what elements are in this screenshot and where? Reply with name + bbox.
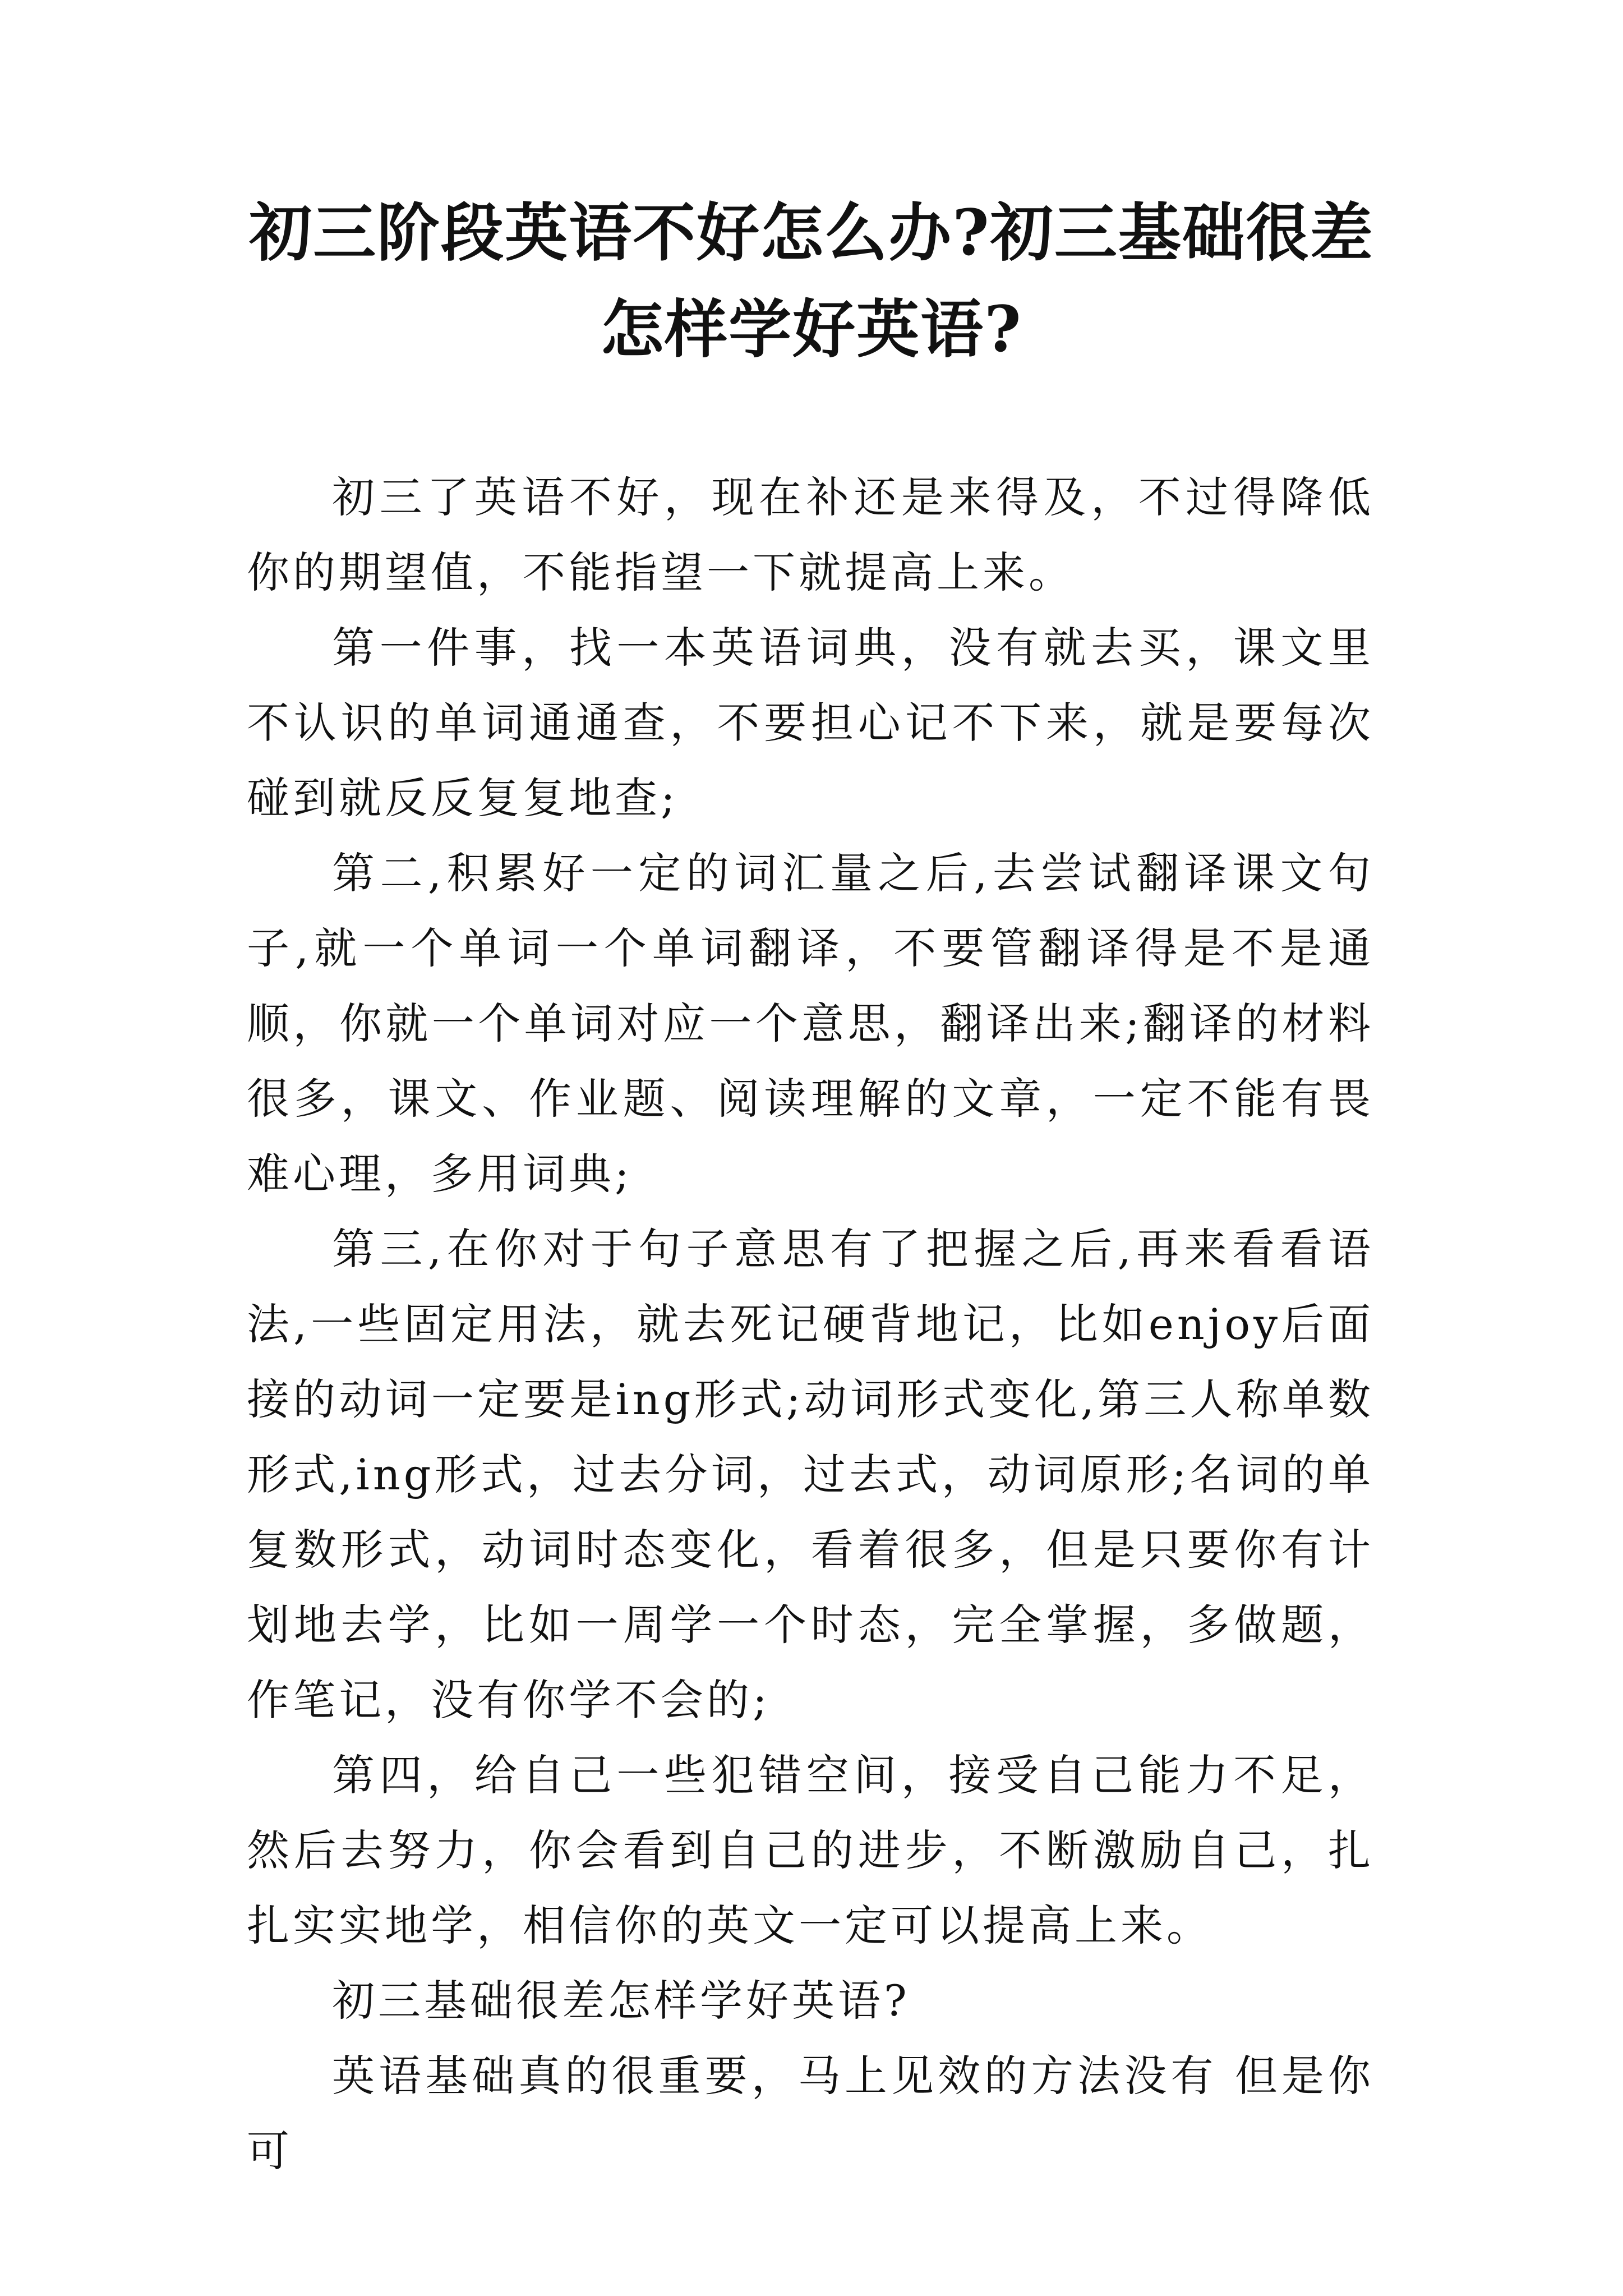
paragraph: 英语基础真的很重要，马上见效的方法没有 但是你可	[247, 2051, 1374, 2176]
paragraph: 第二,积累好一定的词汇量之后,去尝试翻译课文句子,就一个单词一个单词翻译，不要管翻译得是不是通顺，你就一个单词对应一个意思，翻译出来;翻译的材料很多，课文、作业题、阅读理解的文章，一定不能有畏难心理，多用词典;	[247, 848, 1374, 1199]
document-body	[247, 460, 1374, 2189]
paragraph: 第四，给自己一些犯错空间，接受自己能力不足，然后去努力，你会看到自己的进步，不断激励自己，扎扎实实地学，相信你的英文一定可以提高上来。	[247, 1750, 1374, 1950]
document-title: 初三阶段英语不好怎么办?初三基础很差怎样学好英语?	[249, 196, 1374, 366]
section-heading: 初三基础很差怎样学好英语?	[332, 1976, 910, 2026]
paragraph: 第三,在你对于句子意思有了把握之后,再来看看语法,一些固定用法，就去死记硬背地记，比如enjoy后面接的动词一定要是ing形式;动词形式变化,第三人称单数形式,ing形式，过去分词，过去式，动词原形;名词的单复数形式，动词时态变化，看着很多，但是只要你有计划地去学，比如一周学一个时态，完全掌握，多做题，作笔记，没有你学不会的;	[247, 1224, 1374, 1725]
paragraph: 第一件事，找一本英语词典，没有就去买，课文里不认识的单词通通查，不要担心记不下来，就是要每次碰到就反反复复地查;	[247, 623, 1374, 823]
paragraph: 初三了英语不好，现在补还是来得及，不过得降低你的期望值，不能指望一下就提高上来。	[247, 472, 1374, 597]
